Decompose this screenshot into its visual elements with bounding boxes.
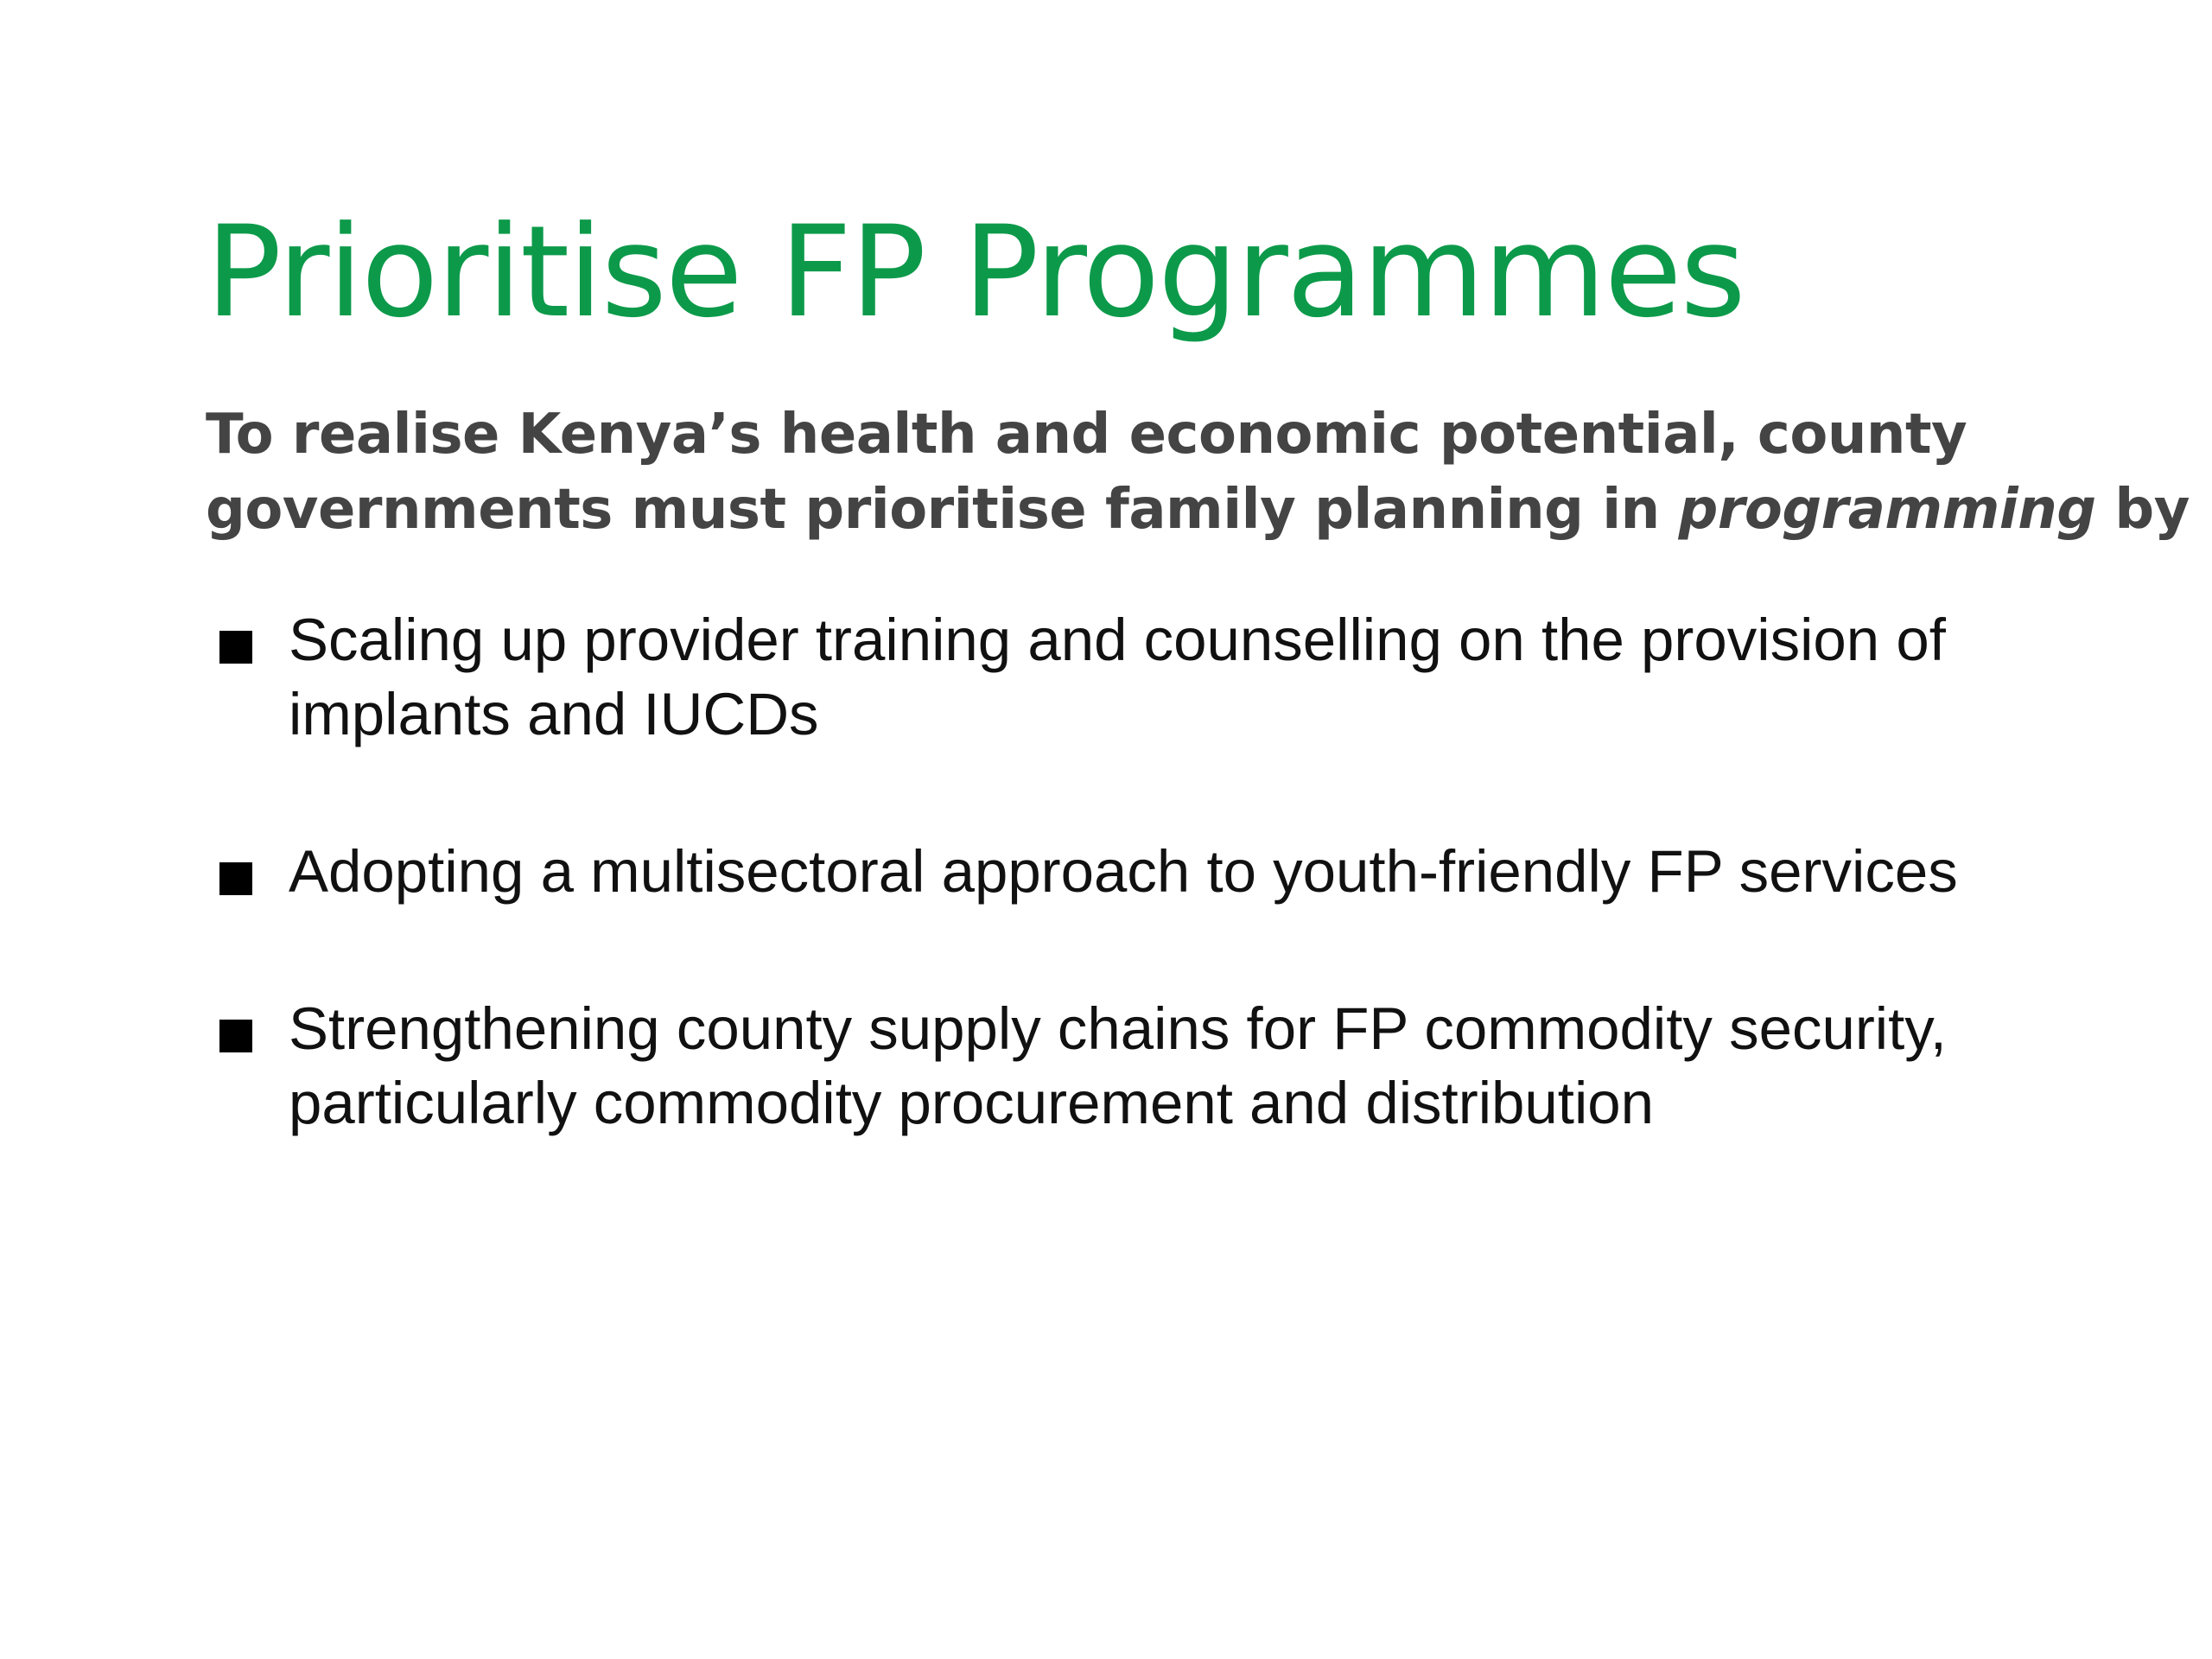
square-bullet-icon bbox=[219, 862, 252, 895]
bullet-text-line-2: particularly commodity procurement and distribution bbox=[289, 1070, 1655, 1136]
square-bullet-icon bbox=[219, 1020, 252, 1052]
bullet-item-multisectoral-approach bbox=[216, 835, 2117, 909]
bullet-text-line-1: Adopting a multisectoral approach to youth-friendly FP services bbox=[289, 838, 1958, 905]
lead-paragraph bbox=[206, 397, 2190, 548]
bullet-item-supply-chains bbox=[216, 992, 2117, 1141]
square-bullet-icon bbox=[219, 631, 252, 664]
lead-line-2-start: governments must prioritise family planning in bbox=[206, 478, 1679, 542]
bullet-list bbox=[216, 603, 2117, 1141]
bullet-text-line-1: Scaling up provider training and counselling on the provision of bbox=[289, 607, 1946, 673]
bullet-text-line-2: implants and IUCDs bbox=[289, 681, 819, 747]
bullet-text-line-1: Strengthening county supply chains for FP commodity security, bbox=[289, 995, 1947, 1062]
lead-line-2-end: by bbox=[2095, 478, 2190, 542]
slide-title: Prioritise FP Programmes bbox=[206, 199, 1745, 346]
bullet-item-provider-training bbox=[216, 603, 2117, 752]
lead-line-1: To realise Kenya’s health and economic potential, county bbox=[206, 403, 1967, 467]
lead-emphasis: programming bbox=[1678, 478, 2096, 542]
lead-line-2 bbox=[206, 473, 2190, 548]
